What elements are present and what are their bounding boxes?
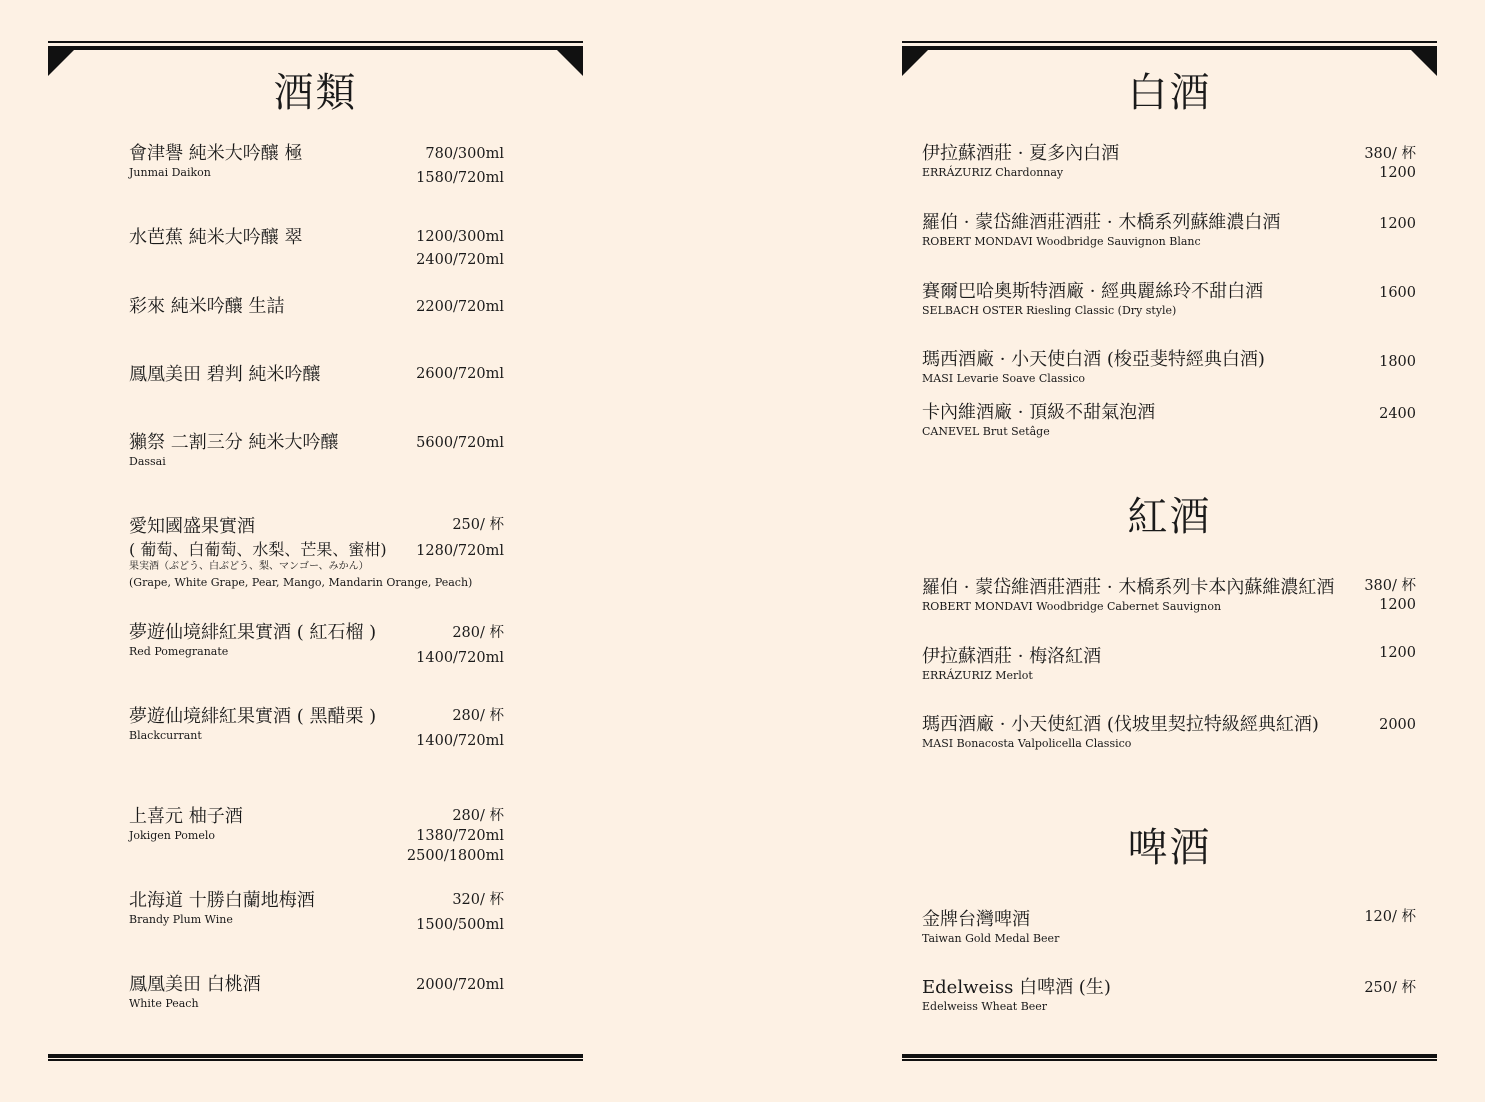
item-price: 280/ 杯 <box>452 625 504 641</box>
item-price: 280/ 杯 <box>452 808 504 824</box>
item-price: 120/ 杯 <box>1364 909 1416 925</box>
item-price: 380/ 杯 <box>1364 578 1416 594</box>
item-price: 1200 <box>1379 645 1416 661</box>
item-name: 瑪西酒廠 · 小天使白酒 (梭亞斐特經典白酒) <box>922 349 1265 370</box>
item-name: 上喜元 柚子酒 <box>129 806 243 827</box>
item-name: 愛知國盛果實酒 <box>129 516 255 537</box>
item-name-line-2: ( 葡萄、白葡萄、水梨、芒果、蜜柑) <box>129 540 387 559</box>
item-english-name: ERRÁZURIZ Chardonnay <box>922 166 1064 179</box>
section-title-sake: 酒類 <box>273 70 358 116</box>
item-price: 5600/720ml <box>416 435 504 451</box>
item-english-name: Blackcurrant <box>129 729 202 742</box>
item-price: 1380/720ml <box>416 828 504 844</box>
left-menu-page <box>48 0 583 1102</box>
item-price: 1800 <box>1379 354 1416 370</box>
item-name: 水芭蕉 純米大吟釀 翠 <box>129 227 303 248</box>
item-price: 2000/720ml <box>416 977 504 993</box>
item-price: 1280/720ml <box>416 543 504 559</box>
item-name: Edelweiss 白啤酒 (生) <box>922 977 1111 998</box>
item-price: 1400/720ml <box>416 733 504 749</box>
item-name: 獺祭 二割三分 純米大吟釀 <box>129 432 339 453</box>
item-name: 鳳凰美田 碧判 純米吟釀 <box>129 364 321 385</box>
item-english-name: ROBERT MONDAVI Woodbridge Sauvignon Blanc <box>922 235 1201 248</box>
item-price: 1600 <box>1379 285 1416 301</box>
item-name: 會津譽 純米大吟釀 極 <box>129 143 303 164</box>
item-price: 250/ 杯 <box>1364 980 1416 996</box>
item-price: 2500/1800ml <box>406 848 504 864</box>
item-price: 780/300ml <box>425 146 504 162</box>
item-english-name: (Grape, White Grape, Pear, Mango, Mandarin Orange, Peach) <box>129 576 473 589</box>
item-name: 羅伯 · 蒙岱維酒莊酒莊 · 木橋系列蘇維濃白酒 <box>922 212 1281 233</box>
item-name: 鳳凰美田 白桃酒 <box>129 974 261 995</box>
section-title-red-wine: 紅酒 <box>1127 494 1212 540</box>
item-price: 250/ 杯 <box>452 517 504 533</box>
section-title-beer: 啤酒 <box>1127 825 1212 871</box>
item-english-name: Jokigen Pomelo <box>129 829 216 842</box>
item-price: 1500/500ml <box>416 917 504 933</box>
item-english-name: Red Pomegranate <box>129 645 229 658</box>
item-english-name: Taiwan Gold Medal Beer <box>922 932 1060 945</box>
item-price: 2400/720ml <box>416 252 504 268</box>
item-name: 伊拉蘇酒莊 · 夏多內白酒 <box>922 143 1120 164</box>
item-name: 彩來 純米吟釀 生詰 <box>129 296 285 317</box>
item-english-name: MASI Bonacosta Valpolicella Classico <box>922 737 1132 750</box>
item-english-name: Brandy Plum Wine <box>129 913 233 926</box>
item-price: 1580/720ml <box>416 170 504 186</box>
top-double-rule <box>902 41 1437 50</box>
item-english-name: SELBACH OSTER Riesling Classic (Dry style) <box>922 304 1177 317</box>
item-name: 伊拉蘇酒莊 · 梅洛紅酒 <box>922 646 1102 667</box>
item-price: 1400/720ml <box>416 650 504 666</box>
item-price: 280/ 杯 <box>452 708 504 724</box>
item-japanese-name: 果実酒（ぶどう、白ぶどう、梨、マンゴー、みかん） <box>129 561 369 572</box>
item-english-name: Junmai Daikon <box>129 166 211 179</box>
item-name: 瑪西酒廠 · 小天使紅酒 (伐坡里契拉特級經典紅酒) <box>922 714 1319 735</box>
item-price: 2000 <box>1379 717 1416 733</box>
bottom-double-rule <box>902 1054 1437 1065</box>
item-english-name: MASI Levarie Soave Classico <box>922 372 1085 385</box>
section-title-white-wine: 白酒 <box>1127 70 1212 116</box>
item-name: 夢遊仙境緋紅果實酒 ( 黑醋栗 ) <box>129 706 377 727</box>
item-name: 北海道 十勝白蘭地梅酒 <box>129 890 315 911</box>
item-name: 賽爾巴哈奧斯特酒廠 · 經典麗絲玲不甜白酒 <box>922 281 1264 302</box>
item-name: 夢遊仙境緋紅果實酒 ( 紅石榴 ) <box>129 622 377 643</box>
right-menu-page <box>902 0 1437 1102</box>
item-price: 380/ 杯 <box>1364 146 1416 162</box>
item-english-name: White Peach <box>129 997 199 1010</box>
item-name: 羅伯 · 蒙岱維酒莊酒莊 · 木橋系列卡本內蘇維濃紅酒 <box>922 577 1335 598</box>
item-english-name: Dassai <box>129 455 166 468</box>
item-price: 2600/720ml <box>416 366 504 382</box>
item-english-name: CANEVEL Brut Setâge <box>922 425 1050 438</box>
item-price: 1200 <box>1379 597 1416 613</box>
item-price: 1200 <box>1379 216 1416 232</box>
item-english-name: ROBERT MONDAVI Woodbridge Cabernet Sauvignon <box>922 600 1222 613</box>
item-price: 320/ 杯 <box>452 892 504 908</box>
item-english-name: Edelweiss Wheat Beer <box>922 1000 1048 1013</box>
bottom-double-rule <box>48 1054 583 1065</box>
item-price: 1200 <box>1379 165 1416 181</box>
item-english-name: ERRÁZURIZ Merlot <box>922 669 1033 682</box>
item-name: 卡內維酒廠 · 頂級不甜氣泡酒 <box>922 402 1156 423</box>
item-name: 金牌台灣啤酒 <box>922 909 1030 930</box>
item-price: 2400 <box>1379 406 1416 422</box>
item-price: 2200/720ml <box>416 299 504 315</box>
item-price: 1200/300ml <box>416 229 504 245</box>
top-double-rule <box>48 41 583 50</box>
